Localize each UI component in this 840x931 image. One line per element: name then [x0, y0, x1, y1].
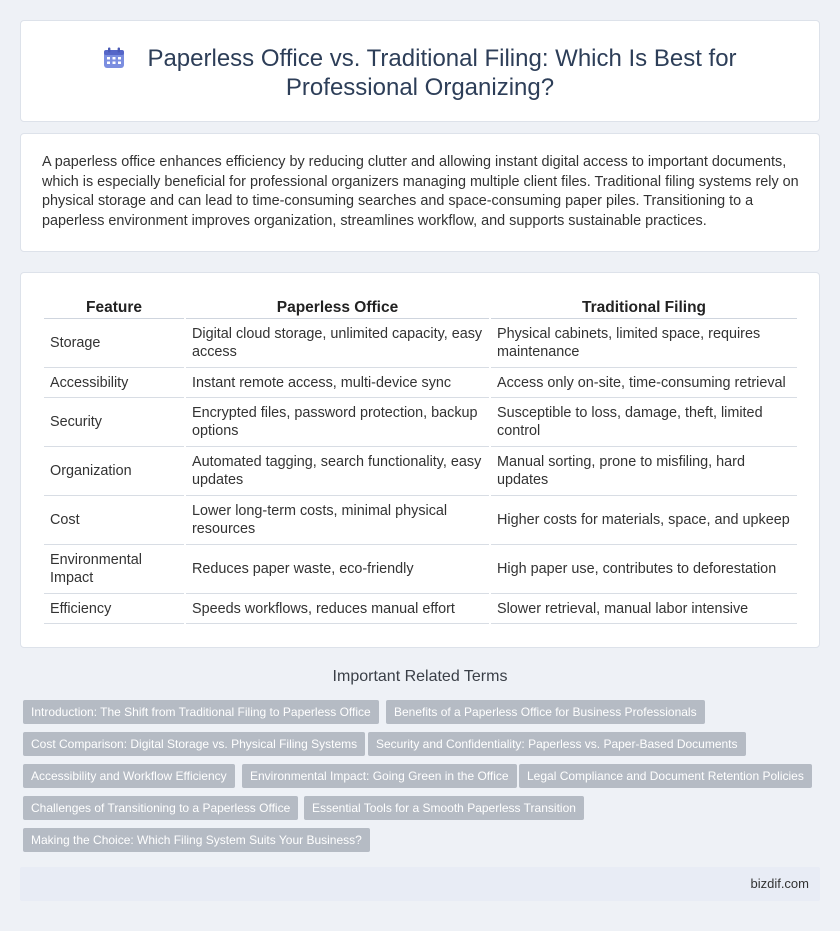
calendar-icon	[103, 47, 125, 69]
table-header-row	[44, 295, 797, 319]
footer-site[interactable]: bizdif.com	[750, 876, 809, 891]
traditional-cell: Manual sorting, prone to misfiling, hard updates	[491, 447, 797, 496]
related-term-link[interactable]: Legal Compliance and Document Retention Policies	[519, 764, 812, 788]
paperless-cell: Encrypted files, password protection, backup options	[186, 398, 489, 447]
related-term-link[interactable]: Making the Choice: Which Filing System Suits Your Business?	[23, 828, 370, 852]
table-row	[44, 319, 797, 368]
header-feature: Feature	[44, 295, 184, 319]
traditional-cell: Susceptible to loss, damage, theft, limited control	[491, 398, 797, 447]
feature-cell: Security	[44, 398, 184, 447]
paperless-cell: Automated tagging, search functionality, easy updates	[186, 447, 489, 496]
related-term-link[interactable]: Challenges of Transitioning to a Paperless Office	[23, 796, 298, 820]
page-title-wrap	[81, 44, 759, 102]
table-row	[44, 447, 797, 496]
table-row	[44, 398, 797, 447]
traditional-cell: High paper use, contributes to deforestation	[491, 545, 797, 594]
title-card	[20, 20, 820, 122]
related-term-link[interactable]: Accessibility and Workflow Efficiency	[23, 764, 235, 788]
comparison-table	[42, 295, 799, 624]
table-row	[44, 368, 797, 398]
feature-cell: Storage	[44, 319, 184, 368]
related-term-link[interactable]: Security and Confidentiality: Paperless vs. Paper-Based Documents	[368, 732, 746, 756]
footer	[20, 867, 820, 901]
related-term-link[interactable]: Essential Tools for a Smooth Paperless Transition	[304, 796, 584, 820]
traditional-cell: Higher costs for materials, space, and upkeep	[491, 496, 797, 545]
related-term-link[interactable]: Benefits of a Paperless Office for Business Professionals	[386, 700, 705, 724]
traditional-cell: Physical cabinets, limited space, requires maintenance	[491, 319, 797, 368]
paperless-cell: Instant remote access, multi-device sync	[186, 368, 489, 398]
paperless-cell: Reduces paper waste, eco-friendly	[186, 545, 489, 594]
traditional-cell: Access only on-site, time-consuming retrieval	[491, 368, 797, 398]
paperless-cell: Digital cloud storage, unlimited capacity, easy access	[186, 319, 489, 368]
feature-cell: Organization	[44, 447, 184, 496]
traditional-cell: Slower retrieval, manual labor intensive	[491, 594, 797, 624]
table-row	[44, 594, 797, 624]
table-row	[44, 496, 797, 545]
feature-cell: Accessibility	[44, 368, 184, 398]
paperless-cell: Lower long-term costs, minimal physical resources	[186, 496, 489, 545]
related-term-link[interactable]: Environmental Impact: Going Green in the Office	[242, 764, 517, 788]
intro-text: A paperless office enhances efficiency by reducing clutter and allowing instant digital access to important documents, which is especially beneficial for professional organizers managing multiple client files. Traditional filing systems rely on physical storage and can lead to time-consuming searches and space-consuming paper piles. Transitioning to a paperless environment improves organization, streamlines workflow, and supports sustainable practices.	[42, 154, 799, 229]
related-term-link[interactable]: Cost Comparison: Digital Storage vs. Physical Filing Systems	[23, 732, 365, 756]
header-paperless: Paperless Office	[186, 295, 489, 319]
page-title: Paperless Office vs. Traditional Filing: Which Is Best for Professional Organizing?	[147, 45, 737, 101]
header-traditional: Traditional Filing	[491, 295, 797, 319]
table-row	[44, 545, 797, 594]
feature-cell: Efficiency	[44, 594, 184, 624]
related-terms-heading: Important Related Terms	[332, 668, 508, 685]
paperless-cell: Speeds workflows, reduces manual effort	[186, 594, 489, 624]
feature-cell: Cost	[44, 496, 184, 545]
feature-cell: Environmental Impact	[44, 545, 184, 594]
comparison-card	[20, 272, 820, 648]
related-term-link[interactable]: Introduction: The Shift from Traditional Filing to Paperless Office	[23, 700, 379, 724]
intro-card	[20, 133, 820, 252]
